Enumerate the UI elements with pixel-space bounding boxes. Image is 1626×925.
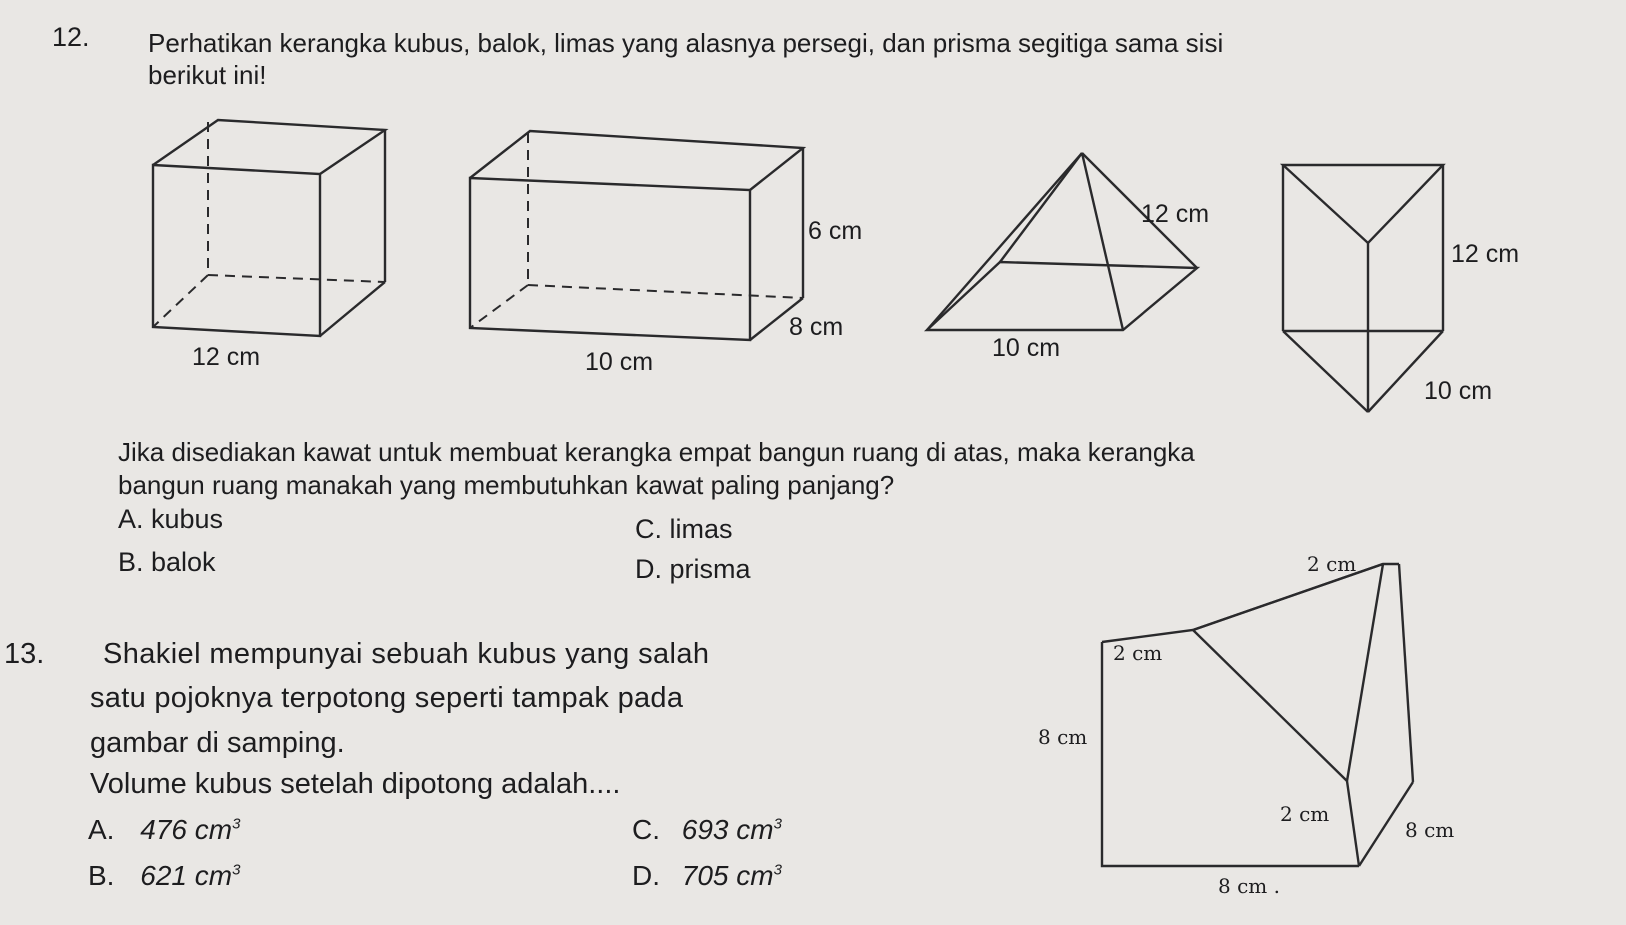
q13-label-right: 8 cm	[1405, 818, 1455, 842]
q12-option-b[interactable]: B. balok	[118, 547, 216, 577]
truncated-cube-figure	[1102, 564, 1413, 866]
cuboid-height-label: 6 cm	[808, 217, 863, 245]
q12-option-c[interactable]: C. limas	[635, 514, 733, 544]
q13-option-c[interactable]: C. 693 $cm^3$	[632, 814, 782, 845]
prism-base-label: 10 cm	[1424, 377, 1493, 405]
prism-height-label: 12 cm	[1451, 240, 1520, 268]
cube-figure	[153, 120, 385, 336]
prism-figure	[1283, 165, 1443, 412]
q13-label-bottom: 8 cm .	[1218, 874, 1280, 898]
cuboid-depth-label: 8 cm	[789, 313, 844, 341]
q13-option-d[interactable]: D. 705 $cm^3$	[632, 860, 782, 891]
q12-question-line2: bangun ruang manakah yang membutuhkan kawat paling panjang?	[118, 470, 895, 500]
q12-stem-line2: berikut ini!	[148, 60, 267, 90]
pyramid-slant-label: 12 cm	[1141, 200, 1210, 228]
q13-number: 13.	[4, 638, 45, 670]
q13-label-cut-bottom: 2 cm	[1280, 802, 1330, 826]
q12-question-line1: Jika disediakan kawat untuk membuat kerangka empat bangun ruang di atas, maka kerangka	[118, 437, 1195, 467]
q13-line2: satu pojoknya terpotong seperti tampak pada	[90, 682, 684, 714]
q13-line3: gambar di samping.	[90, 727, 345, 759]
q13-label-left: 8 cm	[1038, 725, 1088, 749]
q13-line1: Shakiel mempunyai sebuah kubus yang salah	[103, 638, 710, 670]
cuboid-figure	[470, 131, 803, 340]
pyramid-base-label: 10 cm	[992, 334, 1061, 362]
q12-option-a[interactable]: A. kubus	[118, 504, 224, 534]
q13-option-b[interactable]: B. 621 $cm^3$	[88, 860, 241, 891]
q12-stem-line1: Perhatikan kerangka kubus, balok, limas yang alasnya persegi, dan prisma segitiga sama sisi	[148, 28, 1224, 58]
cuboid-length-label: 10 cm	[585, 348, 654, 376]
q12-option-d[interactable]: D. prisma	[635, 554, 751, 584]
q13-label-top: 2 cm	[1307, 552, 1357, 576]
q13-option-a[interactable]: A. 476 $cm^3$	[88, 814, 241, 845]
pyramid-figure	[927, 153, 1197, 330]
q13-label-cut-left: 2 cm	[1113, 641, 1163, 665]
cube-edge-label: 12 cm	[192, 343, 261, 371]
q13-line4: Volume kubus setelah dipotong adalah....	[90, 768, 621, 800]
q12-number: 12.	[52, 22, 90, 52]
